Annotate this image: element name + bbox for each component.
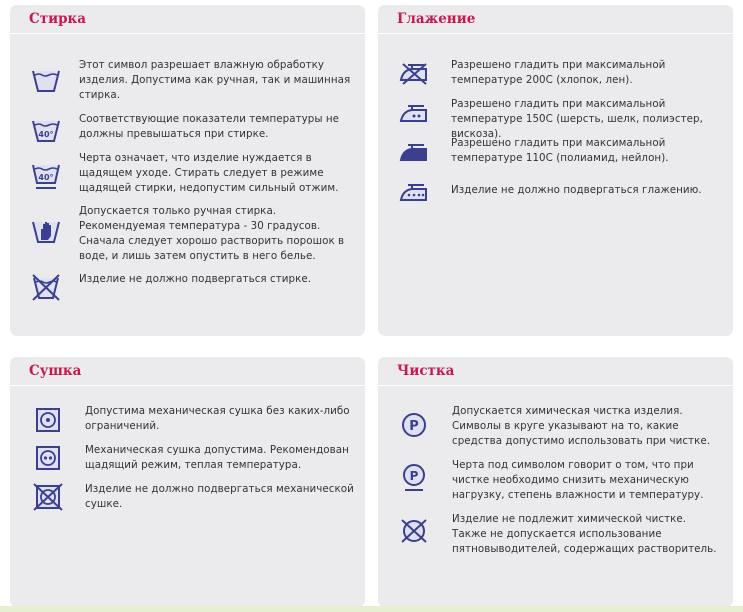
item-text: Этот символ разрешает влажную обработку изделия. Допустима как ручная, так и машинная стирка. (79, 59, 351, 101)
item-text: Изделие не должно подвергаться стирке. (79, 273, 312, 285)
svg-text:P: P (409, 419, 419, 434)
do-not-iron-icon (398, 178, 430, 208)
item-text: Изделие не должно подвергаться механической сушке. (85, 483, 354, 510)
svg-text:40°: 40° (38, 173, 54, 182)
item-text: Допускается химическая чистка изделия. Символы в круге указывают на то, какие средства допустимо использовать при чистке. (452, 405, 711, 447)
washing-title: Стирка (10, 5, 365, 34)
bottom-divider (0, 606, 743, 612)
do-not-wash-icon (30, 272, 62, 302)
hand-wash-icon (30, 216, 62, 246)
item-text: Черта под символом говорит о том, что при чистке необходимо снизить механическую нагрузку, степень влажности и температуру. (452, 459, 704, 501)
item-text: Черта означает, что изделие нуждается в щадящем уходе. Стирать следует в режиме щадящей стирки, недопустим сильный отжим. (79, 152, 339, 194)
item-text: Механическая сушка допустима. Рекомендован щадящий режим, теплая температура. (85, 444, 349, 471)
cleaning-title: Чистка (378, 357, 733, 386)
cleaning-panel (378, 357, 733, 607)
washing-40-icon (30, 115, 62, 145)
washing-panel (10, 5, 365, 336)
iron-medium-icon (398, 99, 430, 129)
drying-panel (10, 357, 365, 607)
item-text: Допускается только ручная стирка. Рекомендуемая температура - 30 градусов. Сначала следует хорошо растворить порошок в воде, и лишь затем опустить в него белье. (79, 205, 345, 262)
tumble-dry-icon (32, 406, 64, 436)
item-text: Соответствующие показатели температуры не должны превышаться при стирке. (79, 113, 340, 140)
ironing-title: Глажение (378, 5, 733, 34)
washing-40-gentle-icon (30, 161, 62, 191)
svg-text:40°: 40° (38, 130, 54, 139)
drying-title: Сушка (10, 357, 365, 386)
tumble-dry-warm-icon (32, 444, 64, 474)
item-text: Разрешено гладить при максимальной температуре 200С (хлопок, лен). (451, 59, 666, 86)
item-text: Разрешено гладить при максимальной температуре 150С (шерсть, шелк, полиэстер, вискоза). (451, 98, 703, 140)
item-text: Изделие не подлежит химической чистке. Также не допускается использование пятновыводителей, содержащих растворитель. (452, 513, 717, 555)
dry-clean-p-gentle-icon (398, 462, 430, 492)
iron-low-icon (398, 138, 430, 168)
svg-text:P: P (409, 469, 419, 483)
iron-crossed-top-icon (398, 58, 430, 88)
item-text: Изделие не должно подвергаться глажению. (451, 184, 702, 196)
washing-tub-icon (30, 65, 62, 95)
do-not-tumble-dry-icon (32, 483, 64, 513)
do-not-dry-clean-icon (398, 517, 430, 547)
item-text: Допустима механическая сушка без каких-либо ограничений. (85, 405, 350, 432)
dry-clean-p-icon (398, 411, 430, 441)
ironing-panel (378, 5, 733, 336)
item-text: Разрешено гладить при максимальной температуре 110С (полиамид, нейлон). (451, 137, 669, 164)
